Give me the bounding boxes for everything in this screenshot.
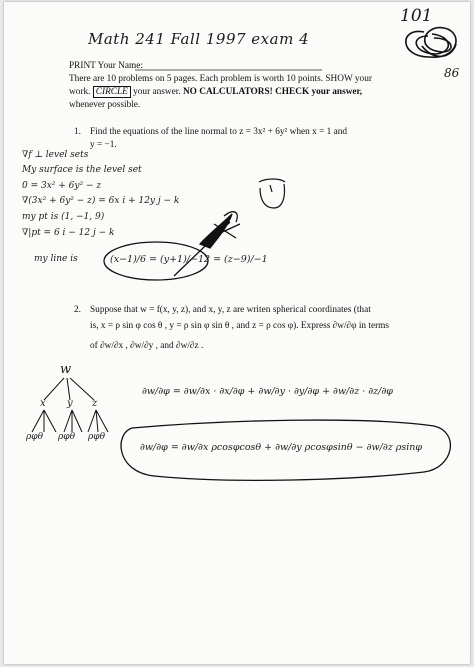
tree-leaves-z: ρφθ [88, 432, 106, 442]
normal-arrow-scribble [174, 212, 240, 276]
tree-child-z: z [92, 398, 98, 409]
problem1-answer: (x−1)/6 = (y+1)/−12 = (z−9)/−1 [110, 254, 268, 265]
problem2-text-line1: Suppose that w = f(x, y, z), and x, y, z are writen spherical coordinates (that [90, 305, 371, 315]
chain-rule-expression: ∂w/∂φ = ∂w/∂x · ∂x/∂φ + ∂w/∂y · ∂y/∂φ + ∂w/∂z · ∂z/∂φ [142, 386, 393, 397]
exam-page [4, 2, 470, 664]
problem2-number: 2. [74, 305, 81, 315]
score-sub-mark: 86 [444, 66, 460, 80]
problem2-answer: ∂w/∂φ = ∂w/∂x ρcosφcosθ + ∂w/∂y ρcosφsinθ − ∂w/∂z ρsinφ [140, 442, 423, 453]
problem1-work-line5: my pt is (1, −1, 9) [22, 212, 105, 222]
handwritten-title: Math 241 Fall 1997 exam 4 [88, 30, 310, 48]
instructions-line2: There are 10 problems on 5 pages. Each problem is worth 10 points. SHOW your [69, 74, 372, 84]
problem2-text-line2: is, x = ρ sin φ cos θ , y = ρ sin φ sin θ , and z = ρ cos φ). Express ∂w/∂φ in terms [90, 321, 390, 331]
problem1-answer-prefix: my line is [34, 254, 78, 264]
tree-leaves-y: ρφθ [58, 432, 76, 442]
check-text: CHECK your answer, [275, 87, 363, 97]
work-word: work. [69, 87, 91, 97]
problem1-work-line3: 0 = 3x² + 6y² − z [22, 181, 102, 191]
problem1-text-line2: y = −1. [90, 140, 117, 150]
tree-child-y: y [67, 398, 73, 409]
surface-sketch [259, 179, 285, 208]
print-name-label: PRINT Your Name: [69, 61, 143, 71]
problem1-number: 1. [74, 127, 81, 137]
instructions-line3 [69, 86, 362, 98]
tree-root: w [60, 362, 72, 377]
problem1-text-line1: Find the equations of the line normal to z = 3x² + 6y² when x = 1 and [90, 127, 348, 137]
problem1-work-line2: My surface is the level set [22, 165, 142, 175]
circle-word: CIRCLE [93, 86, 131, 98]
tree-leaves-x: ρφθ [26, 432, 44, 442]
problem2-text-line3: of ∂w/∂x , ∂w/∂y , and ∂w/∂z . [90, 341, 204, 351]
after-circle-text: your answer. [133, 87, 181, 97]
problem1-work-line1: ∇f ⊥ level sets [22, 150, 89, 160]
no-calculators-text: NO CALCULATORS! [182, 87, 273, 97]
score-mark: 101 [400, 6, 433, 26]
problem1-work-line6: ∇|pt = 6 i − 12 j − k [22, 228, 115, 238]
tree-child-x: x [40, 398, 46, 409]
instructions-line4: whenever possible. [69, 100, 141, 110]
score-scribble [406, 28, 456, 58]
problem1-work-line4: ∇(3x² + 6y² − z) = 6x i + 12y j − k [22, 196, 180, 206]
